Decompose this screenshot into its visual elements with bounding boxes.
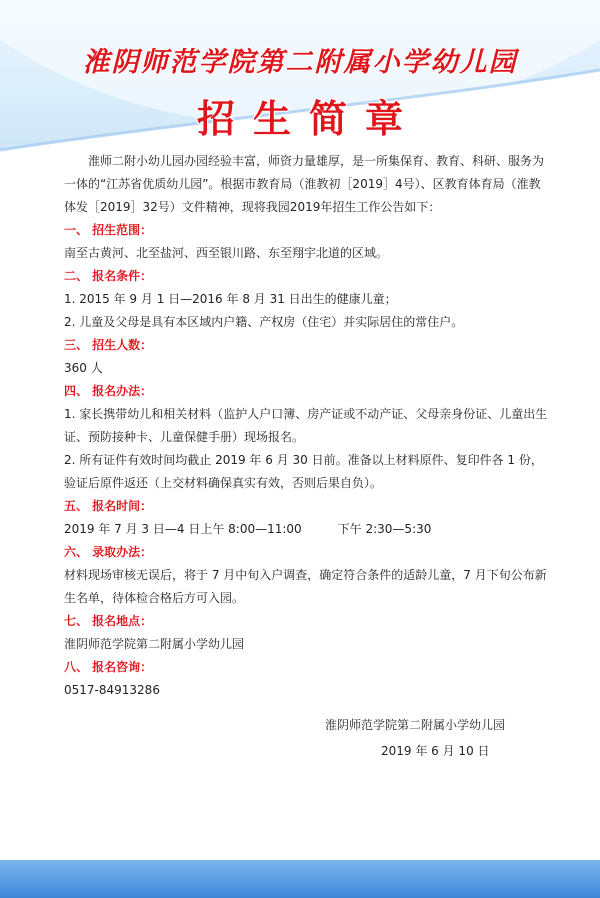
method-item-2: 2. 所有证件有效时间均截止 2019 年 6 月 30 日前。准备以上材料原件、复印件各 1 份，验证后原件返还（上交材料确保真实有效，否则后果自负）。 xyxy=(64,453,543,490)
section-heading-contact: 八、 报名咨询： xyxy=(64,660,153,674)
admission-text: 材料现场审核无误后，将于 7 月中旬入户调查，确定符合条件的适龄儿童，7 月下旬公布新生名单，待体检合格后方可入园。 xyxy=(64,568,547,605)
document-body xyxy=(64,150,548,702)
condition-item-1: 1. 2015 年 9 月 1 日—2016 年 8 月 31 日出生的健康儿童； xyxy=(64,292,397,306)
document-title: 招生简章 xyxy=(196,96,421,141)
condition-item-2: 2. 儿童及父母是具有本区域内户籍、产权房（住宅）并实际居住的常住户。 xyxy=(64,315,464,329)
signature-block xyxy=(325,712,565,764)
location-text: 淮阴师范学院第二附属小学幼儿园 xyxy=(64,637,245,651)
time-text: 2019 年 7 月 3 日—4 日上午 8:00—11:00 下午 2:30—5:30 xyxy=(64,522,432,536)
header-swoosh xyxy=(0,0,600,170)
section-heading-location: 七、 报名地点： xyxy=(64,614,153,628)
quota-text: 360 人 xyxy=(64,361,103,375)
section-heading-conditions: 二、 报名条件： xyxy=(64,269,153,283)
contact-phone: 0517-84913286 xyxy=(64,683,160,697)
footer-band xyxy=(0,860,600,898)
section-heading-admission: 六、 录取办法： xyxy=(64,545,153,559)
scope-text: 南至古黄河、北至盐河、西至银川路、东至翔宇北道的区域。 xyxy=(64,246,389,260)
section-heading-scope: 一、 招生范围： xyxy=(64,223,153,237)
school-title: 淮阴师范学院第二附属小学幼儿园 xyxy=(82,47,518,78)
method-item-1: 1. 家长携带幼儿和相关材料（监护人户口簿、房产证或不动产证、父母亲身份证、儿童出生证、预防接种卡、儿童保健手册）现场报名。 xyxy=(64,407,548,444)
intro-paragraph: 淮师二附小幼儿园办园经验丰富，师资力量雄厚，是一所集保育、教育、科研、服务为一体的“江苏省优质幼儿园”。根据市教育局（淮教初［2019］4号）、区教育体育局（淮教体发［2019］32号）文件精神，现将我园2019年招生工作公告如下： xyxy=(64,154,545,214)
signature-org: 淮阴师范学院第二附属小学幼儿园 xyxy=(325,718,506,732)
section-heading-quota: 三、 招生人数： xyxy=(64,338,153,352)
section-heading-time: 五、 报名时间： xyxy=(64,499,153,513)
section-heading-method: 四、 报名办法： xyxy=(64,384,153,398)
signature-date: 2019 年 6 月 10 日 xyxy=(381,744,490,758)
